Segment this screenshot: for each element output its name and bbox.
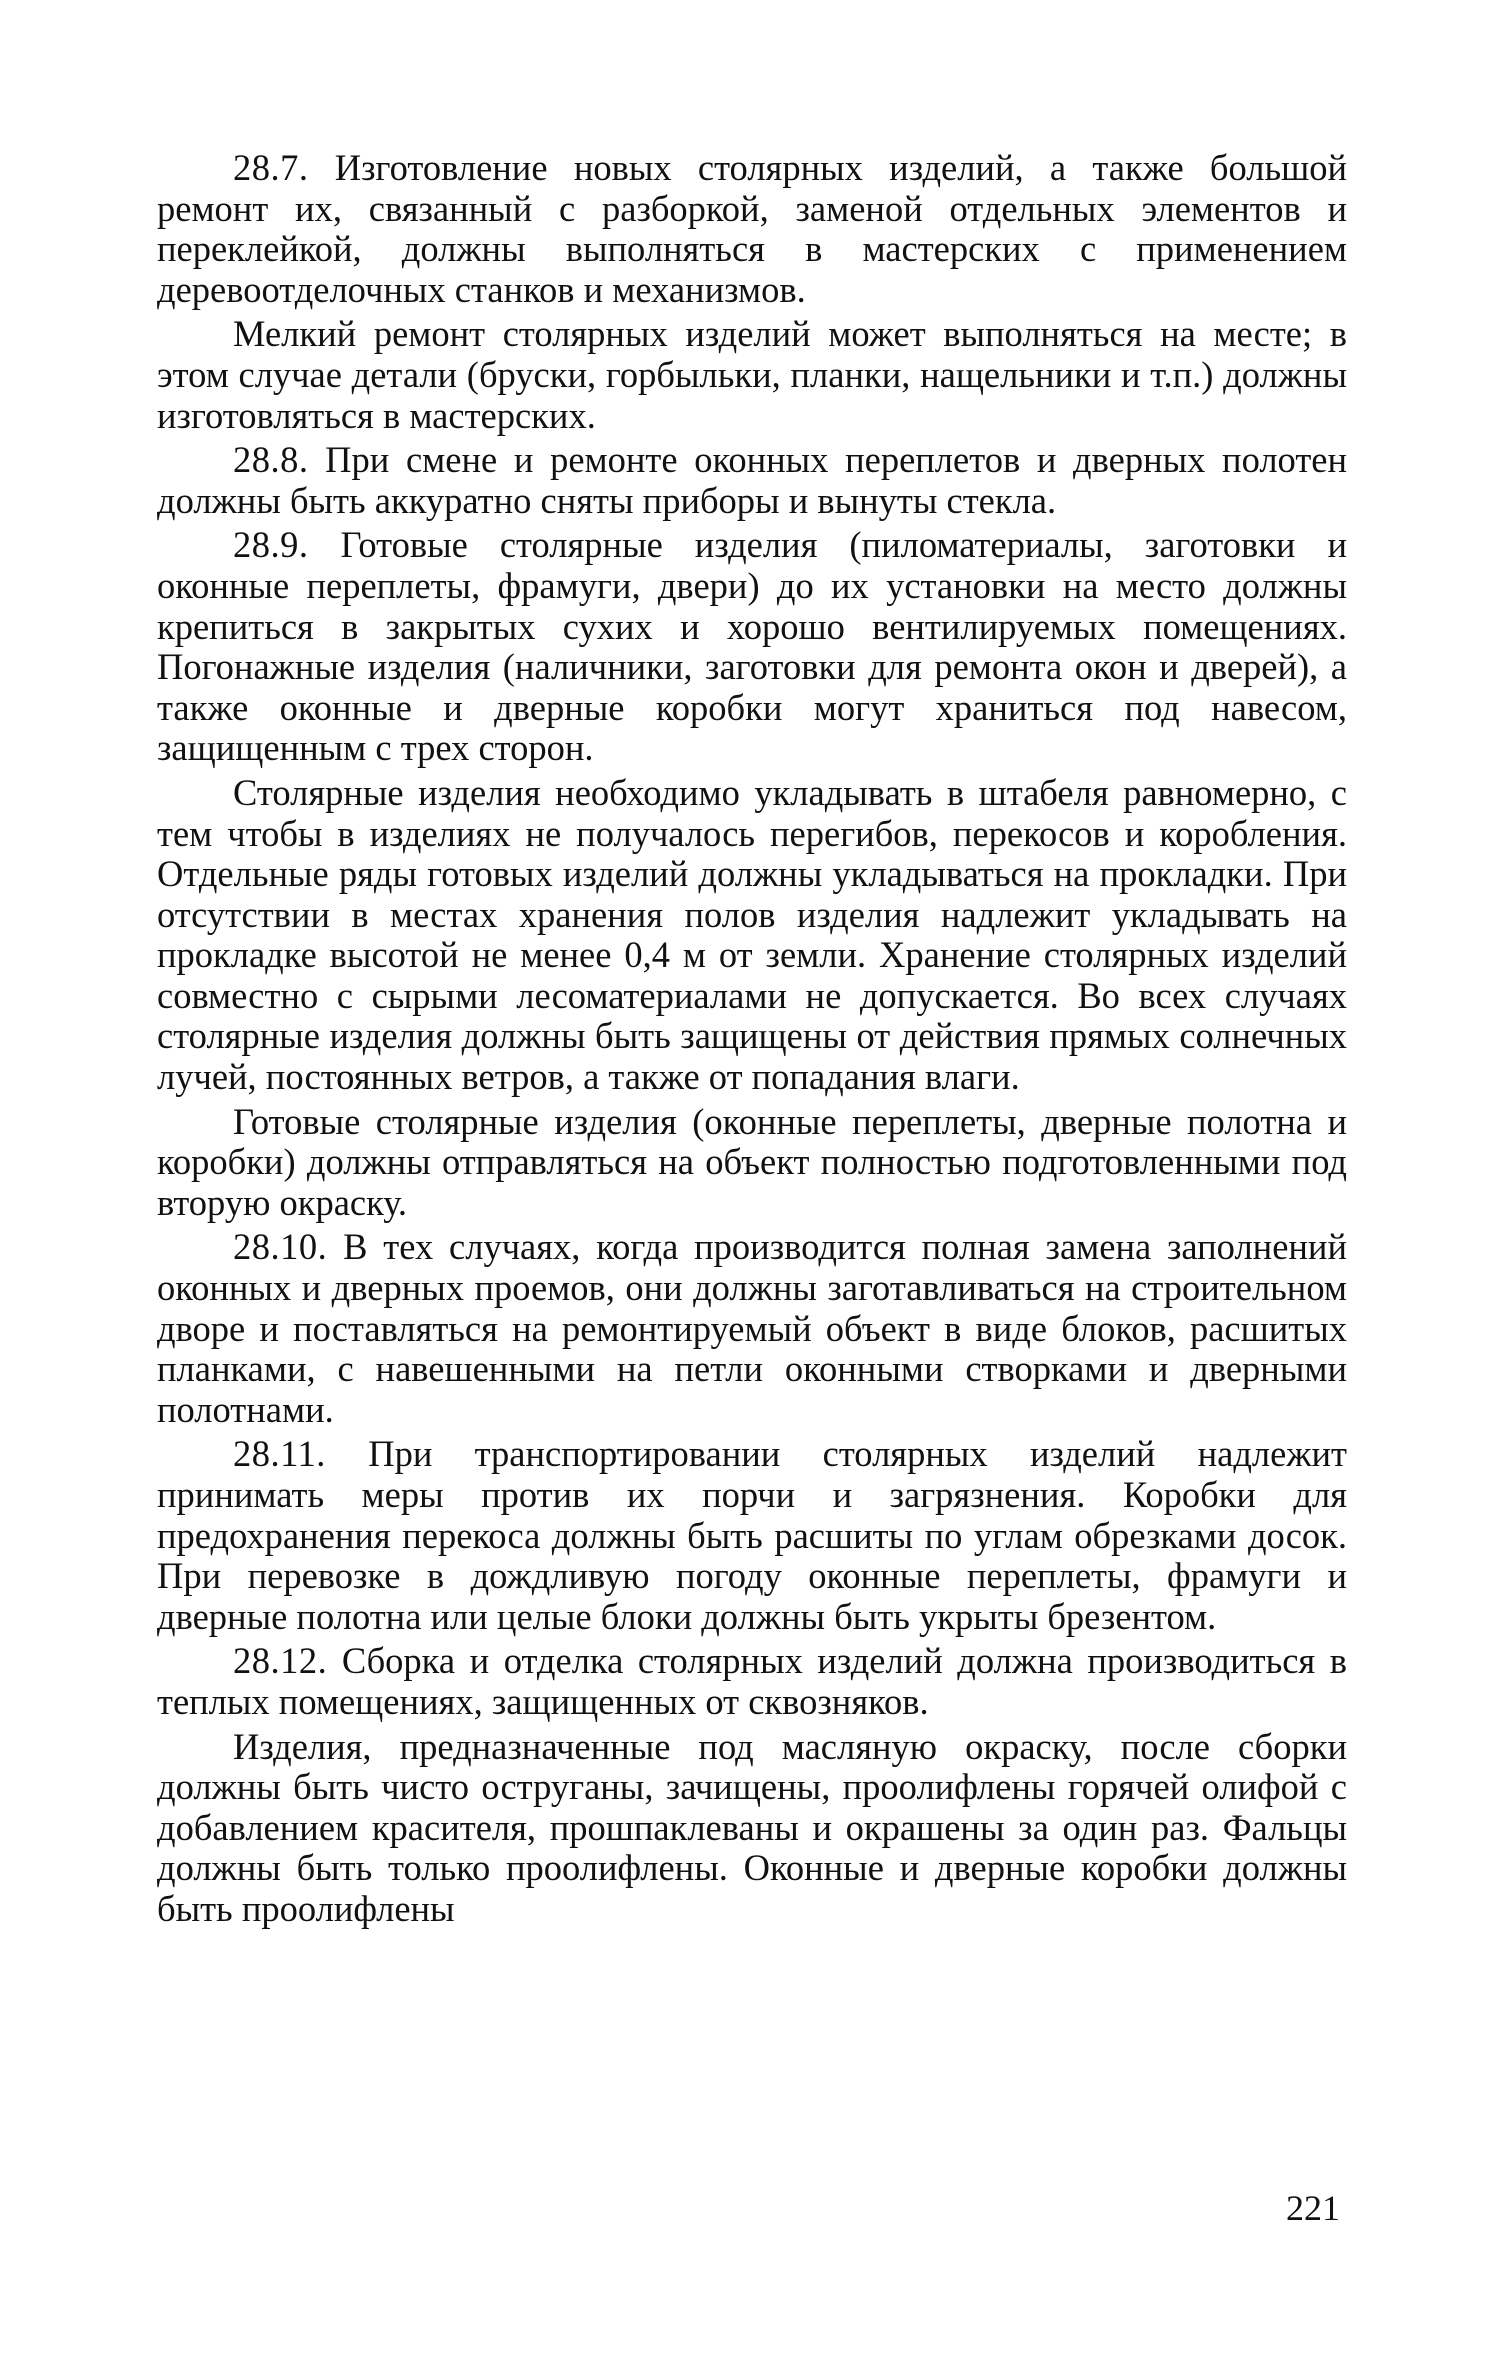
paragraph-text: Готовые столярные изделия (пиломатериалы, заготовки и оконные переплеты, фрамуги, двери) до их установки на место должны крепиться в закрытых сухих и хорошо вентилируемых помещениях. Погонажные изделия (наличники, заготовки для ремонта окон и дверей), а также оконные и дверные коробки могут храниться под навесом, защищенным с трех сторон.	[157, 524, 1347, 769]
paragraph-ready-products	[157, 1102, 1347, 1224]
paragraph-28-10	[157, 1227, 1347, 1430]
paragraph-oil-paint	[157, 1727, 1347, 1930]
paragraph-text: При транспортировании столярных изделий надлежит принимать меры против их порчи и загрязнения. Коробки для предохранения перекоса должны быть расшиты по углам обрезками досок. При перевозке в дождливую погоду оконные переплеты, фрамуги и дверные полотна или целые блоки должны быть укрыты брезентом.	[157, 1433, 1348, 1637]
paragraph-28-9	[157, 525, 1347, 769]
paragraph-text: Сборка и отделка столярных изделий должна производиться в теплых помещениях, защищенных от сквозняков.	[157, 1640, 1348, 1722]
paragraph-28-11	[157, 1434, 1347, 1637]
page-number: 221	[1286, 2188, 1340, 2228]
paragraph-text: При смене и ремонте оконных переплетов и дверных полотен должны быть аккуратно сняты приборы и вынуты стекла.	[157, 439, 1348, 521]
paragraph-28-12	[157, 1641, 1347, 1722]
paragraph-minor-repair	[157, 314, 1347, 436]
paragraph-text: Столярные изделия необходимо укладывать в штабеля равномерно, с тем чтобы в изделиях не получалось перегибов, перекосов и коробления. Отдельные ряды готовых изделий должны укладываться на прокладки. При отсутствии в местах хранения полов изделия надлежит укладывать на прокладке высотой не менее 0,4 м от земли. Хранение столярных изделий совместно с сырыми лесоматериалами не допускается. Во всех случаях столярные изделия должны быть защищены от действия прямых солнечных лучей, постоянных ветров, а также от попадания влаги.	[157, 771, 1347, 1098]
paragraph-text: Мелкий ремонт столярных изделий может выполняться на месте; в этом случае детали (бруски, горбыльки, планки, нащельники и т.п.) должны изготовляться в мастерских.	[157, 313, 1347, 436]
paragraph-text: Изготовление новых столярных изделий, а также большой ремонт их, связанный с разборкой, заменой отдельных элементов и переклейкой, должны выполняться в мастерских с применением деревоотделочных станков и механизмов.	[157, 147, 1348, 310]
clause-number: 28.8.	[233, 439, 309, 481]
paragraph-28-8	[157, 440, 1347, 521]
paragraph-stacking	[157, 773, 1347, 1098]
clause-number: 28.9.	[233, 524, 309, 566]
clause-number: 28.10.	[233, 1226, 328, 1268]
paragraph-text: Готовые столярные изделия (оконные переплеты, дверные полотна и коробки) должны отправляться на объект полностью подготовленными под вторую окраску.	[157, 1100, 1347, 1223]
clause-number: 28.11.	[233, 1433, 326, 1475]
page-body	[157, 148, 1347, 1930]
clause-number: 28.7.	[233, 147, 309, 188]
clause-number: 28.12.	[233, 1640, 328, 1682]
paragraph-text: В тех случаях, когда производится полная замена заполнений оконных и дверных проемов, они должны заготавливаться на строительном дворе и поставляться на ремонтируемый объект в виде блоков, расшитых планками, с навешенными на петли оконными створками и дверными полотнами.	[157, 1226, 1347, 1430]
paragraph-text: Изделия, предназначенные под масляную окраску, после сборки должны быть чисто оструганы, зачищены, проолифлены горячей олифой с добавлением красителя, прошпаклеваны и окрашены за один раз. Фальцы должны быть только проолифлены. Оконные и дверные коробки должны быть проолифлены	[157, 1725, 1347, 1929]
paragraph-28-7	[157, 148, 1347, 310]
